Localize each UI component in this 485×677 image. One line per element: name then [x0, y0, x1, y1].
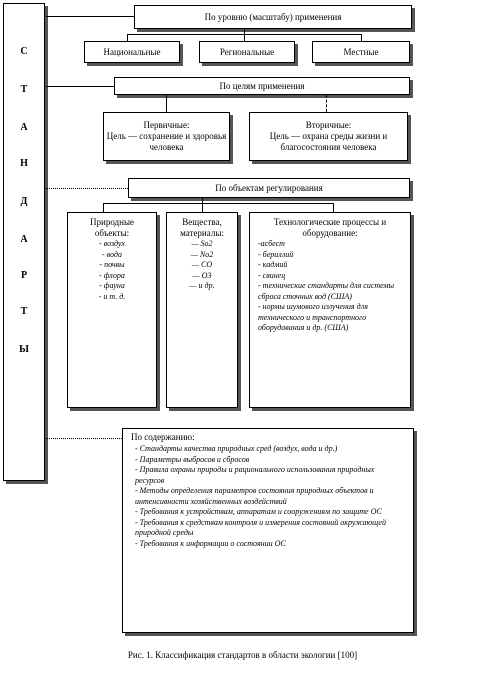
list-item: — CO [191, 260, 213, 269]
list-item: - вода [102, 249, 122, 259]
goals-drop-2 [326, 95, 327, 112]
level-item-label: Региональные [219, 46, 275, 57]
list-item: - фауна [99, 281, 125, 290]
root-letter: Т [20, 306, 28, 317]
list-item: - Требования к устройствам, аппаратам и сооружениям по защите ОС [135, 507, 382, 516]
goals-primary-title: Первичные: [143, 120, 190, 130]
level-item-regional [199, 41, 295, 63]
root-letter: Т [20, 84, 28, 95]
connector-goals [46, 86, 114, 87]
list-item: - технические стандарты для системы сброса сточных вод (США) [258, 281, 395, 301]
list-item: - Параметры выбросов и сбросов [135, 454, 250, 464]
level-title-box [134, 5, 412, 29]
list-item: - бериллий [258, 249, 294, 259]
list-item: - Стандарты качества природных сред (воздух, вода и др.) [135, 444, 338, 453]
list-item: - и т. д. [98, 291, 126, 301]
list-item: — и др. [189, 281, 215, 290]
root-letter: Р [20, 270, 28, 281]
list-item: - флора [99, 270, 125, 280]
list-item: - Методы определения параметров состояния природных объектов и интенсивности хозяйственных воздействий [135, 486, 374, 506]
level-item-label: Местные [343, 46, 379, 57]
content-box [122, 428, 414, 633]
list-item: - кадмий [258, 260, 288, 269]
goals-primary-box [103, 112, 230, 161]
objects-substances-title: Вещества, материалы: [180, 217, 224, 238]
root-letter: Н [20, 158, 28, 169]
goals-secondary-text: Цель — охрана среды жизни и благосостояния человека [269, 131, 388, 152]
root-letter: С [20, 46, 28, 57]
goals-title-box [114, 77, 410, 95]
objects-tech-title: Технологические процессы и оборудование: [273, 217, 387, 238]
root-letter: А [20, 122, 28, 133]
objects-natural-box [67, 212, 157, 408]
list-item: - нормы шумового излучения для технического и транспортного оборудования и др. (США) [258, 302, 368, 332]
list-item: - Правила охраны природы и рационального использования природных ресурсов [135, 465, 375, 485]
level-item-local [312, 41, 410, 63]
connector-objects [46, 188, 128, 189]
objects-tech-list [258, 239, 402, 334]
level-item-national [84, 41, 180, 63]
list-item: - Требования к информации о состоянии ОС [135, 538, 286, 548]
list-item: — No2 [190, 249, 214, 259]
content-title: По содержанию: [131, 432, 195, 442]
objects-substances-box [166, 212, 238, 408]
connector-content [46, 438, 122, 439]
objects-drop-2 [202, 198, 203, 212]
objects-title: По объектам регулирования [215, 182, 323, 193]
root-letter: Д [20, 196, 28, 207]
goals-title: По целям применения [219, 80, 305, 91]
goals-drop-1 [166, 95, 167, 112]
goals-secondary-box [249, 112, 408, 161]
objects-natural-title: Природные объекты: [90, 217, 134, 238]
objects-natural-list [68, 239, 156, 302]
objects-drop-3 [333, 203, 334, 212]
level-drop-2 [244, 29, 245, 41]
goals-secondary-title: Вторичные: [305, 120, 352, 130]
level-drop-3 [361, 34, 362, 41]
content-list [131, 444, 405, 549]
list-item: - Требования к средствам контроля и измерения состояний окружающей природной среды [135, 517, 386, 537]
objects-drop-1 [103, 203, 104, 212]
level-title: По уровню (масштабу) применения [204, 11, 342, 22]
objects-substances-list [167, 239, 237, 292]
list-item: — O3 [192, 270, 212, 280]
figure-caption: Рис. 1. Классификация стандартов в области экологии [100] [127, 650, 358, 660]
list-item: — So2 [191, 239, 213, 248]
level-drop-1 [127, 34, 128, 41]
root-letter: Ы [19, 344, 29, 355]
objects-tech-box [249, 212, 411, 408]
objects-title-box [128, 178, 410, 198]
root-letter: А [20, 234, 28, 245]
level-item-label: Национальные [103, 46, 161, 57]
standards-root-box [3, 3, 45, 481]
list-item: - воздух [99, 239, 125, 248]
objects-bus [103, 203, 333, 204]
goals-primary-text: Цель — сохранение и здоровья человека [106, 131, 227, 152]
list-item: - почвы [99, 260, 125, 269]
list-item: - свинец [258, 270, 286, 280]
connector-level [46, 16, 134, 17]
list-item: -асбест [258, 239, 285, 248]
